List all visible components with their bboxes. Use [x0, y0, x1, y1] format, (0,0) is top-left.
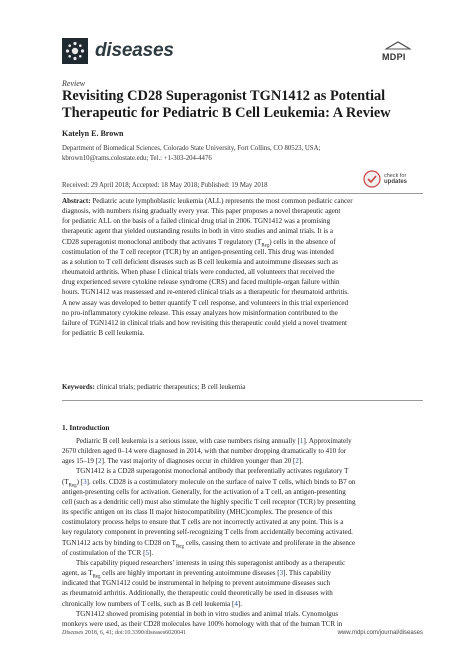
body-text-run: agent, as T — [62, 569, 93, 578]
body-text-run: (T — [62, 477, 69, 486]
abstract — [62, 196, 423, 338]
author-name: Katelyn E. Brown — [62, 129, 124, 138]
citation-link[interactable]: 3 — [83, 477, 87, 486]
citation-link[interactable]: 2 — [98, 457, 102, 466]
abstract-line: CD28 superagonist monoclonal antibody that activates T regulatory (T — [62, 237, 262, 246]
body-line: indicated that TGN1412 could be instrumental in helping to prevent autoimmune diseases such — [62, 579, 330, 588]
body-text-run: . This capability — [285, 569, 331, 578]
abstract-line: no pro-inflammatory cytokine release. This essay analyzes how misinformation contributed to the — [62, 308, 338, 317]
treg-subscript: Reg — [176, 543, 184, 549]
body-text-run: Pediatric B cell leukemia is a serious issue, with case numbers rising annually — [76, 437, 298, 445]
body-text-run: of costimulation of the TCR — [62, 548, 144, 557]
treg-subscript: Reg — [261, 243, 270, 249]
keywords-text: clinical trials; pediatric therapeutics; B cell leukemia — [94, 383, 246, 391]
body-text: Pediatric B cell leukemia is a serious issue, with case numbers rising annually [1]. Approximately 2670 children aged 0–14 were diagnosed in 2014, with that number dropping dramatically to 410 for ages 15–19 [2]. The vast majority of diagnoses occur in children younger than 20 [2]. TGN1412 is a CD28 superagonist monoclonal antibody that preferentially activates regulatory T $(T_{Reg})$ [3]. cells. CD28 is a costimulatory molecule on the surface of naive T cells, which binds to B7 on antigen-presenting cells for activation. Generally, for the activation of a T cell, an antigen-presenting cell (such as a dendritic cell) must also stimulate the highly specific T cell receptor (TCR) by presenting its specific antigen on its class II major histocompatibility (MHC)complex. The presence of this costimulatory process helps to ensure that T cells are not incorrectly activated at any point. This is a key regulatory component in preventing self-recognizing T cells from accidentally becoming activated. TGN1412 acts by binding to CD28 on $T_{Reg}$ cells, causing them to activate and proliferate in the absence of costimulation of the TCR [5]. This capability piqued researchers’ interests in using this superagonist antibody as a therapeutic agent, as $T_{Reg}$ cells are highly important in preventing autoimmune diseases [3]. This capability indicated that TGN1412 could be instrumental in helping to prevent autoimmune diseases such as rheumatoid arthritis. Additionally, the therapeutic could theoretically be used in diseases with chronically low numbers of T cells, such as B cell leukemia [4]. TGN1412 showed promising potential in both in vitro studies and animal trials. Cynomolgus monkeys were used, as their CD28 molecules have 100% homology with that of the human TCR in — [62, 436, 423, 629]
article-title — [62, 88, 422, 122]
body-line: monkeys were used, as their CD28 molecules have 100% homology with that of the human TCR in — [62, 619, 343, 628]
check-updates-line: check for — [384, 173, 407, 179]
abstract-line: therapeutic agent that yielded outstanding results in both in vitro studies and animal trials. It is a — [62, 227, 334, 236]
publication-dates: Received: 29 April 2018; Accepted: 18 May 2018; Published: 19 May 2018 — [62, 182, 268, 189]
section-heading: 1. Introduction — [62, 423, 110, 432]
treg-subscript: Reg — [92, 574, 101, 580]
publisher-logo — [378, 41, 418, 63]
body-line: its specific antigen on its class II major histocompatibility (MHC)complex. The presence of this — [62, 508, 333, 517]
body-text-run: . The vast majority of diagnoses occur in children younger than 20 — [103, 457, 294, 466]
abstract-line: rheumatoid arthritis. When phase I clinical trials were conducted, all volunteers that received the — [62, 268, 335, 277]
keywords — [62, 383, 245, 391]
citation-link[interactable]: 3 — [279, 569, 284, 578]
abstract-line: Pediatric acute lymphoblastic leukemia (ALL) represents the most common pediatric cancer — [90, 197, 353, 205]
publisher-name: MDPI — [382, 52, 406, 62]
journal-name: diseases — [95, 40, 174, 61]
divider — [62, 400, 423, 401]
citation-journal: Diseases — [62, 630, 84, 636]
abstract-line: A new assay was developed to better quantify T cell response, and volunteers in this trial experienced — [62, 298, 349, 307]
body-text-run: cells, causing them to activate and proliferate in the absence — [183, 538, 356, 547]
abstract-line: drug experienced severe cytokine release syndrome (CRS) and faced multiple-organ failure within — [62, 278, 340, 287]
body-line: as rheumatoid arthritis. Additionally, the therapeutic could theoretically be used in diseases with — [62, 589, 333, 598]
divider — [62, 193, 423, 194]
abstract-line-tail: ) cells in the absence of — [269, 237, 336, 246]
citation-link[interactable]: 4 — [234, 599, 238, 608]
body-text-run: TGN1412 acts by binding to CD28 on T — [62, 538, 176, 547]
affiliation-line: Department of Biomedical Sciences, Colorado State University, Fort Collins, CO 80523, USA; — [62, 145, 321, 152]
journal-url[interactable]: www.mdpi.com/journal/diseases — [337, 630, 423, 636]
citation-details: 2018, 6, 41; doi:10.3390/diseases6020041 — [83, 630, 187, 636]
citation-link[interactable]: 1 — [299, 437, 304, 445]
abstract-line: for pediatric ALL on the basis of a failed clinical drug trial in 2006. TGN1412 was a promising — [62, 217, 331, 226]
body-line: key regulatory component in preventing self-recognizing T cells from accidentally becoming activated. — [62, 528, 353, 537]
abstract-label: Abstract: — [62, 197, 91, 205]
body-text-run: chronically low numbers of T cells, such as B cell leukemia — [62, 599, 232, 608]
body-text-run: . Approximately — [305, 437, 352, 445]
journal-header — [62, 38, 418, 66]
abstract-line: for pediatric B cell leukemia. — [62, 329, 145, 338]
journal-logo-icon — [62, 38, 88, 64]
body-line: TGN1412 is a CD28 superagonist monoclonal antibody that preferentially activates regulatory T — [76, 467, 349, 476]
title-line: Revisiting CD28 Superagonist TGN1412 as Potential — [62, 88, 386, 104]
abstract-line: costimulation of the T cell receptor (TCR) by an antigen-presenting cell. This drug was intended — [62, 247, 334, 256]
body-line: costimulatory process helps to ensure that T cells are not incorrectly activated at any point. This is a — [62, 518, 344, 527]
check-for-updates-badge[interactable] — [363, 169, 423, 191]
article-type: Review — [62, 79, 86, 88]
treg-subscript: Reg — [68, 483, 77, 489]
abstract-line: as a solution to T cell deficient diseases such as B cell leukemia and autoimmune diseases such as — [62, 257, 338, 266]
abstract-line: diagnosis, with numbers rising gradually every year. This paper proposes a novel therapeutic agent — [62, 207, 341, 216]
affiliation-contact[interactable]: kbrown10@rams.colostate.edu; Tel.: +1-303-204-4476 — [62, 155, 212, 162]
keywords-label: Keywords: — [62, 383, 95, 391]
title-line: Therapeutic for Pediatric B Cell Leukemia: A Review — [62, 105, 391, 121]
body-text-run: cells are highly important in preventing autoimmune diseases — [100, 569, 278, 578]
citation-link[interactable]: 2 — [295, 457, 299, 466]
abstract-line: failure of TGN1412 in clinical trials and how revisiting this therapeutic could yield a novel treatment — [62, 318, 347, 327]
body-text-run: ages 15–19 — [62, 457, 96, 466]
body-line: cell (such as a dendritic cell) must also stimulate the highly specific T cell receptor (TCR) by presenting — [62, 497, 356, 506]
body-line: This capability piqued researchers’ interests in using this superagonist antibody as a therapeutic — [76, 558, 346, 567]
body-line: antigen-presenting cells for activation. Generally, for the activation of a T cell, an antigen-presenting — [62, 487, 346, 496]
body-line: 2670 children aged 0–14 were diagnosed in 2014, with that number dropping dramatically to 410 for — [62, 447, 347, 456]
abstract-line: hours. TGN1412 was reassessed and re-entered clinical trials as a therapeutic for rheumatoid arthritis. — [62, 288, 349, 297]
affiliation — [62, 144, 402, 164]
body-line: TGN1412 showed promising potential in both in vitro studies and animal trials. Cynomolgus — [76, 609, 339, 618]
body-text-run: . — [301, 457, 304, 466]
check-updates-icon — [363, 170, 381, 188]
check-updates-label: updates — [384, 179, 408, 185]
body-text-run: cells. CD28 is a costimulatory molecule on the surface of naive T cells, which binds to B7 on — [92, 477, 356, 486]
citation-link[interactable]: 5 — [145, 548, 149, 557]
